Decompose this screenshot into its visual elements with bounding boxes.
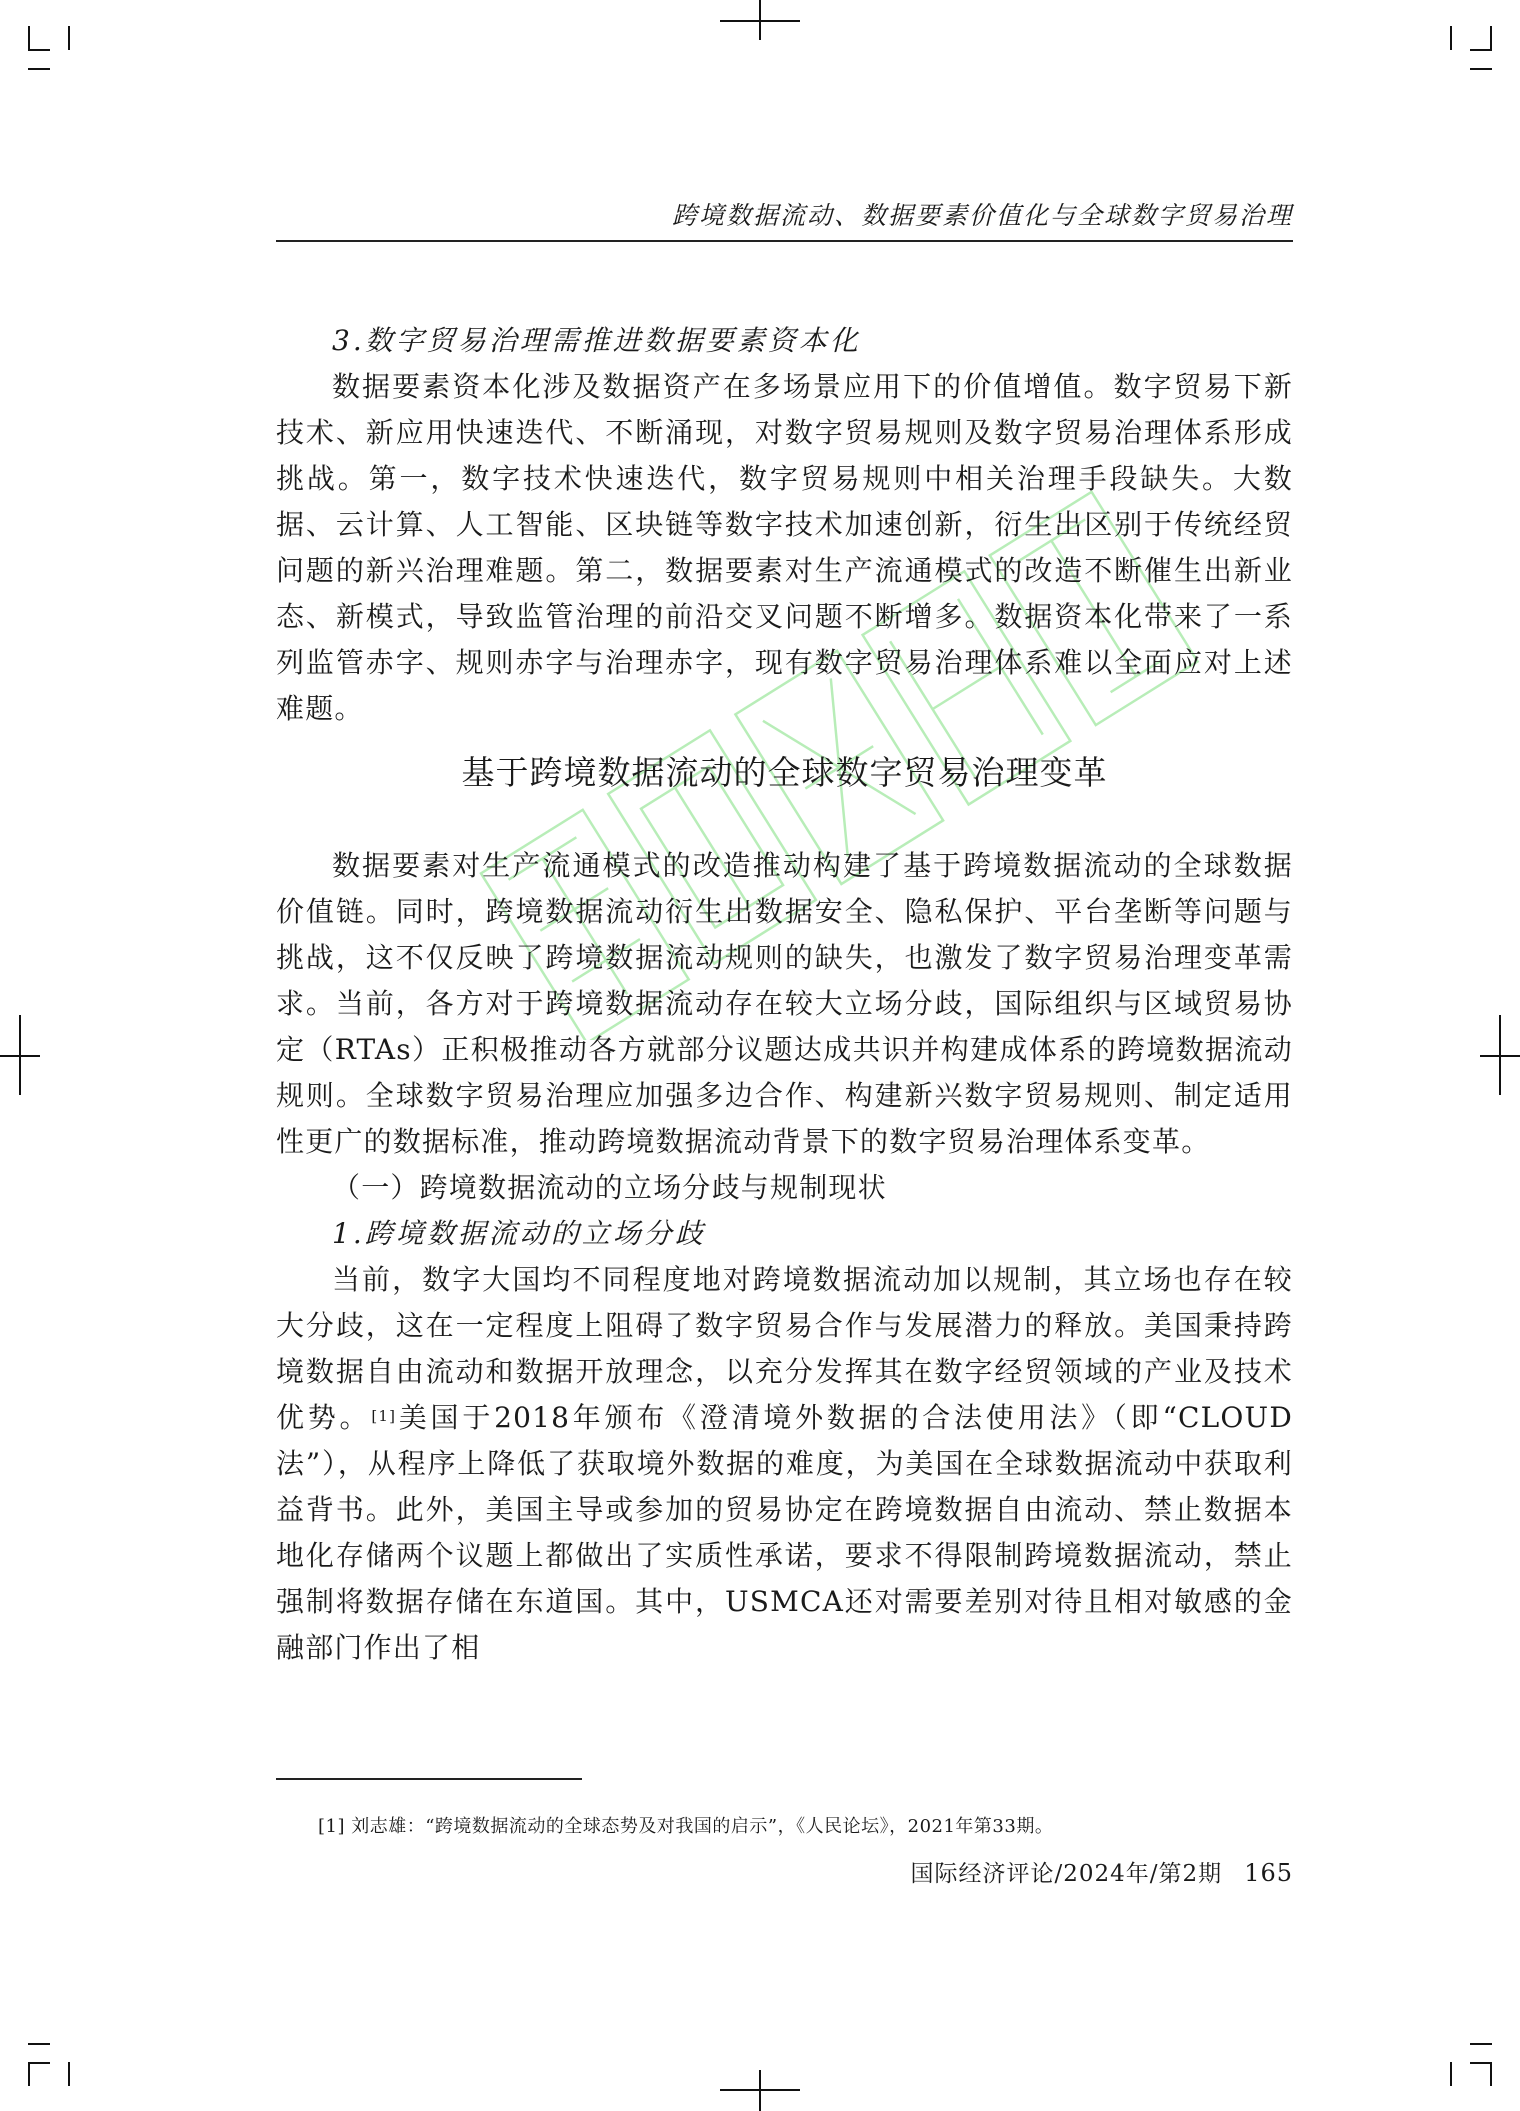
- footnote-marker[interactable]: [1]: [371, 1407, 397, 1425]
- section-title: 基于跨境数据流动的全球数字贸易治理变革: [461, 753, 1108, 792]
- crop-mark: [28, 2062, 50, 2064]
- paragraph-text: 美国于2018年颁布《澄清境外数据的合法使用法》（即“CLOUD法”），从程序上降低了获取境外数据的难度，为美国在全球数据流动中获取利益背书。此外，美国主导或参加的贸易协定在跨境数据自由流动、禁止数据本地化存储两个议题上都做出了实质性承诺，要求不得限制跨境数据流动，禁止强制将数据存储在东道国。其中，USMCA还对需要差别对待且相对敏感的金融部门作出了相: [276, 1401, 1293, 1664]
- paragraph: 数据要素对生产流通模式的改造推动构建了基于跨境数据流动的全球数据价值链。同时，跨境数据流动衍生出数据安全、隐私保护、平台垄断等问题与挑战，这不仅反映了跨境数据流动规则的缺失，也激发了数字贸易治理变革需求。当前，各方对于跨境数据流动存在较大立场分歧，国际组织与区域贸易协定（RTAs）正积极推动各方就部分议题达成共识并构建成体系的跨境数据流动规则。全球数字贸易治理应加强多边合作、构建新兴数字贸易规则、制定适用性更广的数据标准，推动跨境数据流动背景下的数字贸易治理体系变革。: [276, 849, 1293, 1158]
- header-rule: [276, 240, 1293, 242]
- crop-mark: [1470, 49, 1492, 51]
- crop-mark: [1490, 2062, 1492, 2086]
- journal-info: 国际经济评论/2024年/第2期: [910, 1861, 1223, 1887]
- crop-mark: [28, 68, 50, 70]
- crop-mark: [1499, 1015, 1501, 1095]
- paragraph: 数据要素资本化涉及数据资产在多场景应用下的价值增值。数字贸易下新技术、新应用快速迭代、不断涌现，对数字贸易规则及数字贸易治理体系形成挑战。第一，数字技术快速迭代，数字贸易规则中相关治理手段缺失。大数据、云计算、人工智能、区块链等数字技术加速创新，衍生出区别于传统经贸问题的新兴治理难题。第二，数据要素对生产流通模式的改造不断催生出新业态、新模式，导致监管治理的前沿交叉问题不断增多。数据资本化带来了一系列监管赤字、规则赤字与治理赤字，现有数字贸易治理体系难以全面应对上述难题。: [276, 370, 1293, 725]
- crop-mark: [68, 26, 70, 50]
- crop-mark: [1470, 68, 1492, 70]
- crop-mark: [759, 2070, 761, 2111]
- crop-mark: [28, 49, 50, 51]
- page-number: 165: [1244, 1859, 1293, 1887]
- crop-mark: [1450, 26, 1452, 50]
- paragraph: [276, 1257, 1293, 1671]
- crop-mark: [1450, 2062, 1452, 2086]
- section-a: [276, 318, 1293, 732]
- crop-mark: [1470, 2043, 1492, 2045]
- folio: [276, 1855, 1293, 1888]
- crop-mark: [759, 0, 761, 40]
- footnote: [1] 刘志雄：“跨境数据流动的全球态势及对我国的启示”，《人民论坛》，2021年第33期。: [318, 1816, 1054, 1837]
- section-b: [276, 843, 1293, 1671]
- crop-mark: [1470, 2062, 1492, 2064]
- crop-mark: [28, 26, 30, 50]
- crop-mark: [28, 2043, 50, 2045]
- footnote-rule: [276, 1778, 582, 1780]
- crop-mark: [1490, 26, 1492, 50]
- subsection-heading: （一）跨境数据流动的立场分歧与规制现状: [332, 1171, 887, 1204]
- subheading: 3.数字贸易治理需推进数据要素资本化: [332, 324, 861, 357]
- paragraph-text: 当前，数字大国均不同程度地对跨境数据流动加以规制，其立场也存在较大分歧，这在一定程度上阻碍了数字贸易合作与发展潜力的释放。美国秉持跨境数据自由流动和数据开放理念，以充分发挥其在数字经贸领域的产业及技术优势。: [276, 1263, 1293, 1434]
- crop-mark: [19, 1015, 21, 1095]
- subheading: 1.跨境数据流动的立场分歧: [332, 1217, 706, 1250]
- crop-mark: [28, 2062, 30, 2086]
- crop-mark: [68, 2062, 70, 2086]
- running-head: 跨境数据流动、数据要素价值化与全球数字贸易治理: [671, 201, 1293, 230]
